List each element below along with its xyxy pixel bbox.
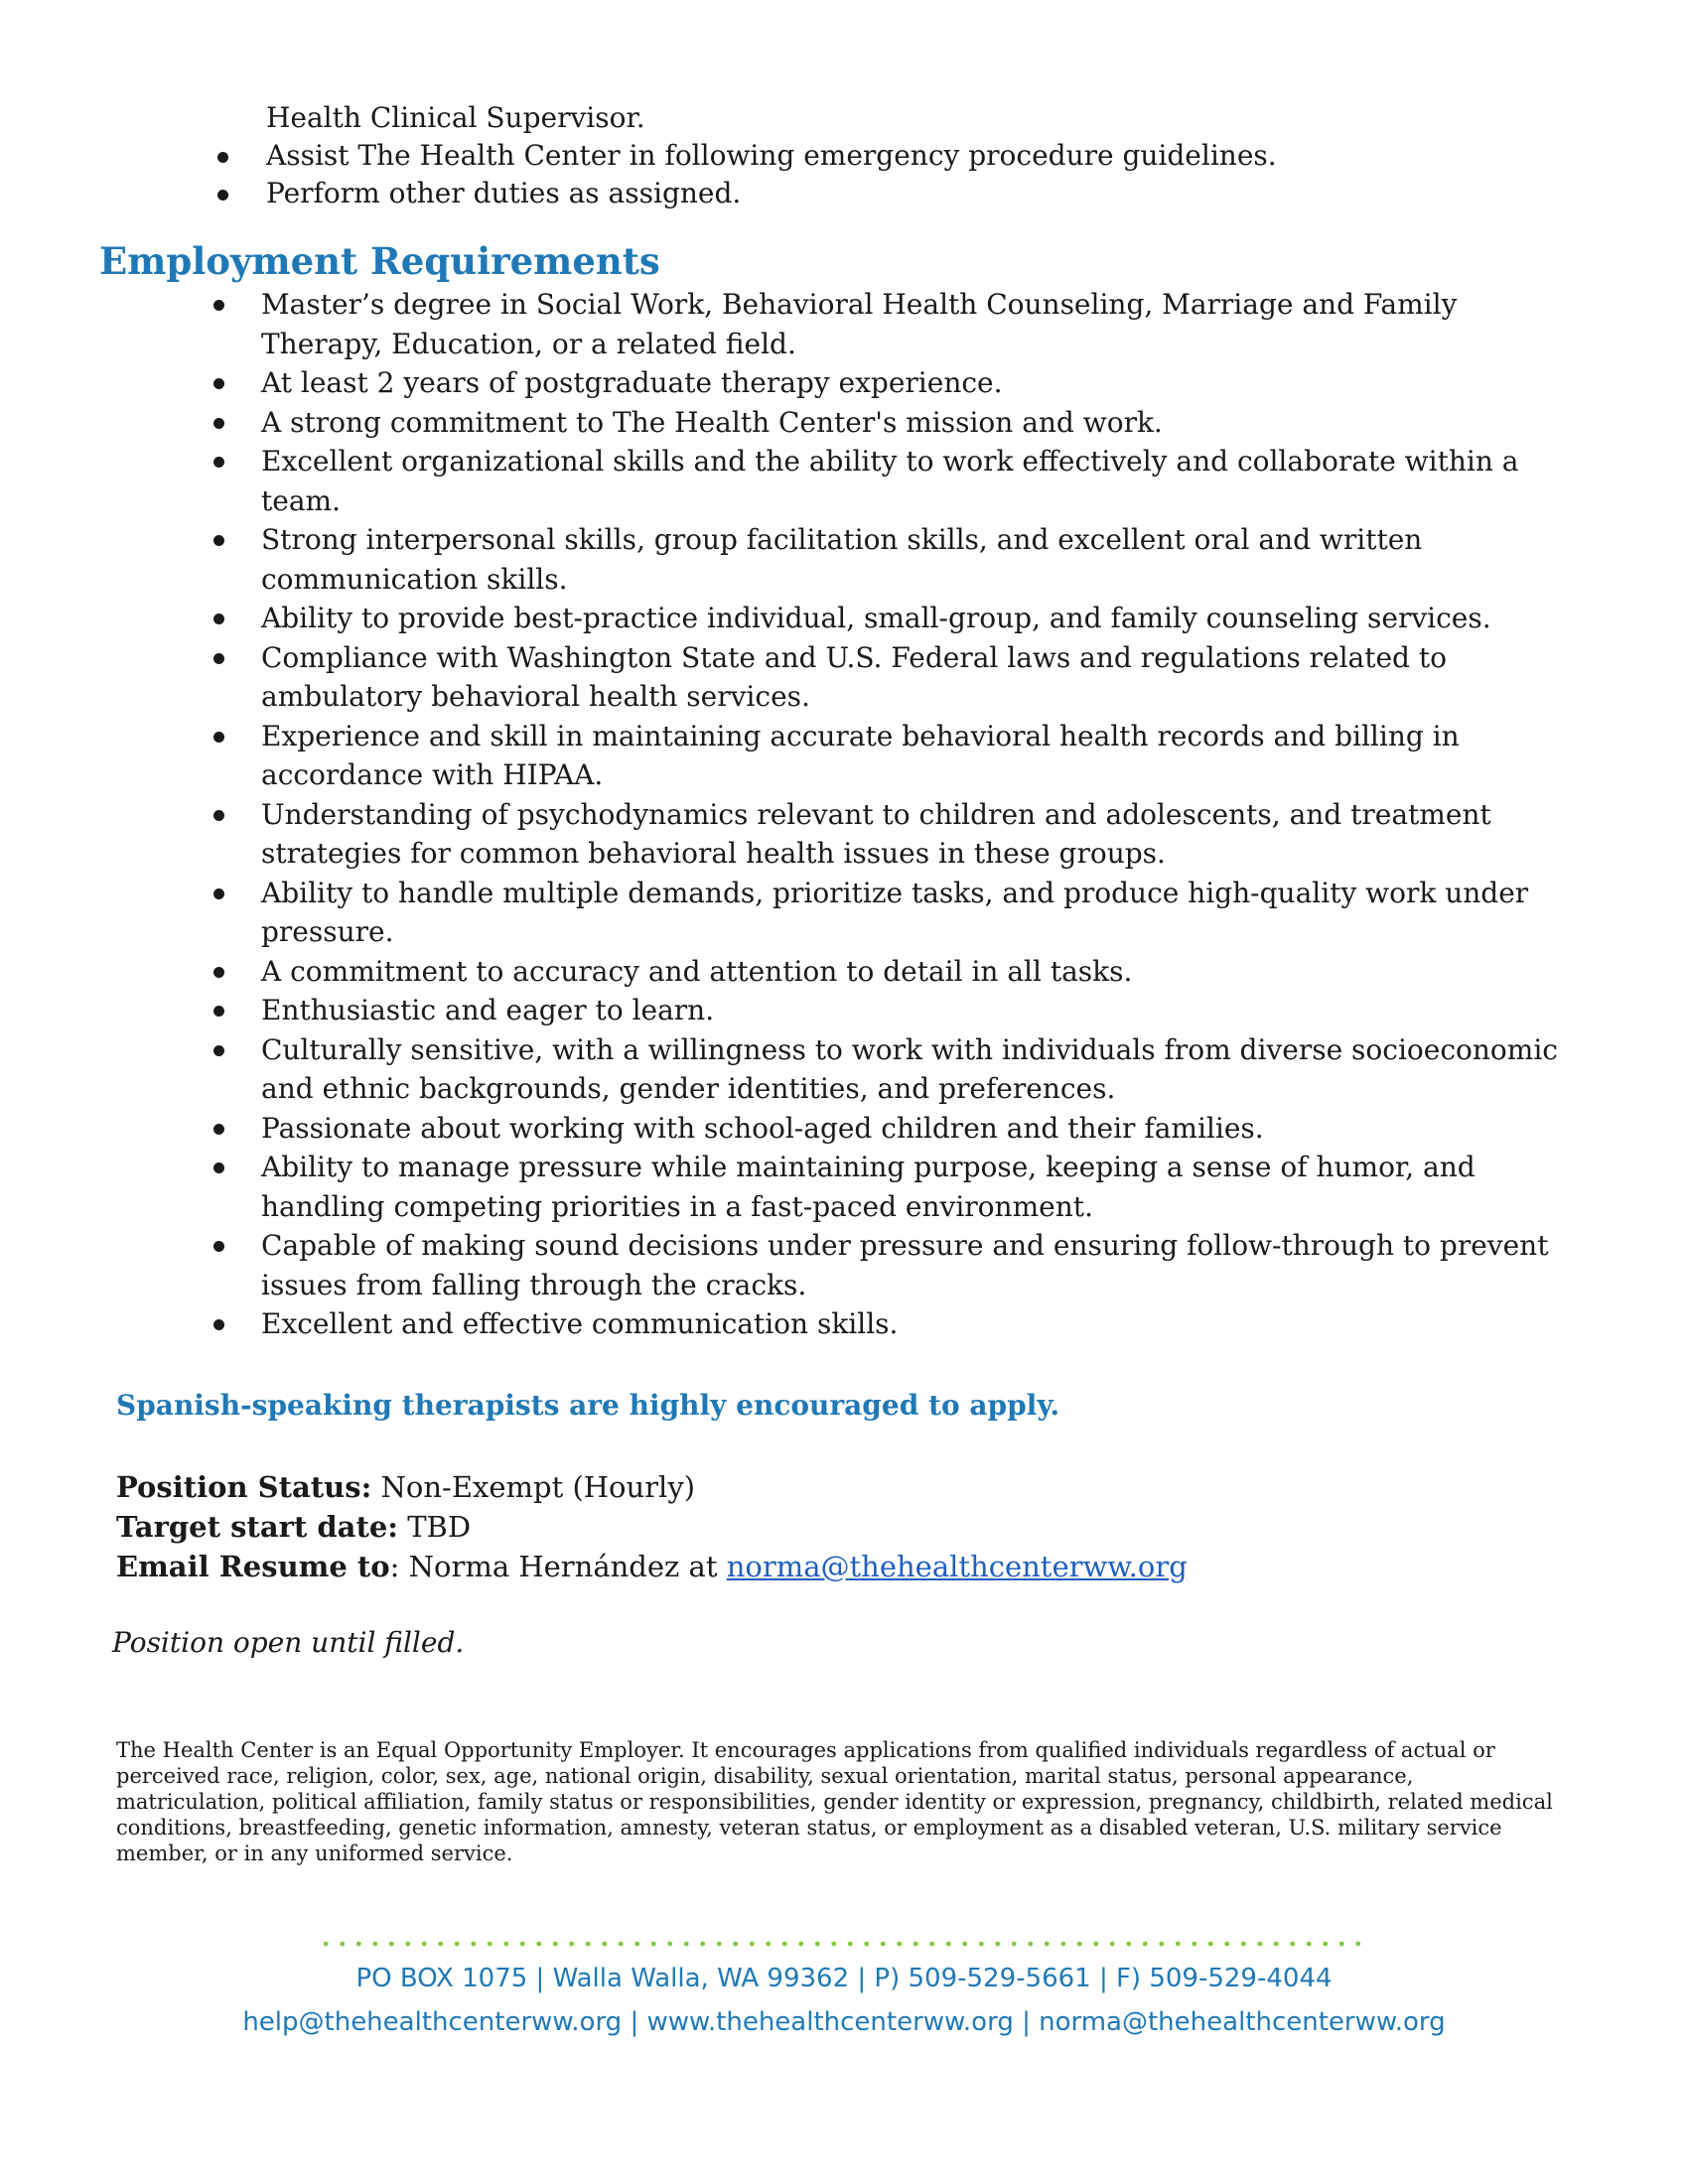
bullet-icon: [213, 614, 224, 624]
requirements-list: [261, 285, 1572, 1344]
list-item: [261, 520, 1572, 599]
list-item-text: Perform other duties as assigned.: [266, 177, 742, 209]
bullet-icon: [213, 732, 224, 743]
list-item: [261, 403, 1572, 443]
list-item: [261, 1226, 1572, 1304]
bullet-icon: [213, 457, 224, 468]
duties-list-continued: [266, 99, 1557, 212]
position-status-label: Position Status:: [116, 1470, 372, 1504]
eeo-statement: The Health Center is an Equal Opportunity Employer. It encourages applications from qualified individuals regardless of actual or perceived race, religion, color, sex, age, national origin, disability, sexual orientation, marital status, personal appearance, matriculation, political affiliation, family status or responsibilities, gender identity or expression, pregnancy, childbirth, related medical conditions, breastfeeding, genetic information, amnesty, veteran status, or employment as a disabled veteran, U.S. military service member, or in any uniformed service.: [116, 1738, 1553, 1865]
list-item-text: Ability to manage pressure while maintaining purpose, keeping a sense of humor, and handling competing priorities in a fast-paced environment.: [261, 1151, 1476, 1223]
list-item: [266, 99, 1557, 137]
position-info: [116, 1467, 1188, 1586]
list-item: [261, 952, 1572, 992]
email-resume-line: [116, 1547, 1188, 1586]
list-item: [261, 363, 1572, 403]
list-item: [261, 1148, 1572, 1226]
bullet-icon: [213, 1319, 224, 1330]
email-link[interactable]: norma@thehealthcenterww.org: [726, 1550, 1188, 1583]
bullet-icon: [213, 1241, 224, 1252]
section-heading: Employment Requirements: [99, 239, 660, 283]
bullet-icon: [213, 1162, 224, 1173]
list-item: [261, 1109, 1572, 1149]
bullet-icon: [213, 810, 224, 821]
bullet-icon: [213, 967, 224, 978]
list-item-text: Ability to handle multiple demands, prioritize tasks, and produce high-quality work under pressure.: [261, 876, 1529, 948]
bullet-icon: [213, 300, 224, 311]
bullet-icon: [213, 1045, 224, 1056]
list-item: [261, 991, 1572, 1030]
bullet-icon: [213, 418, 224, 429]
list-item-text: Compliance with Washington State and U.S. Federal laws and regulations related to ambulatory behavioral health services.: [261, 640, 1447, 713]
list-item-text: Strong interpersonal skills, group facilitation skills, and excellent oral and written communication skills.: [261, 523, 1423, 596]
list-item-text: Health Clinical Supervisor.: [266, 101, 645, 134]
email-resume-label: Email Resume to: [116, 1550, 390, 1583]
list-item-text: Excellent and effective communication skills.: [261, 1307, 899, 1340]
list-item: [261, 1304, 1572, 1344]
list-item-text: Culturally sensitive, with a willingness to work with individuals from diverse socioeconomic and ethnic backgrounds, gender identities, and preferences.: [261, 1032, 1558, 1105]
list-item-text: Assist The Health Center in following emergency procedure guidelines.: [266, 139, 1277, 172]
list-item: [261, 795, 1572, 874]
bullet-icon: [217, 152, 228, 163]
bullet-icon: [217, 190, 228, 201]
list-item-text: Ability to provide best-practice individual, small-group, and family counseling services.: [261, 602, 1491, 634]
position-status-value: Non-Exempt (Hourly): [371, 1470, 696, 1504]
start-date-line: [116, 1507, 1188, 1547]
list-item: [261, 717, 1572, 795]
list-item-text: A commitment to accuracy and attention to detail in all tasks.: [261, 954, 1133, 988]
bullet-icon: [213, 1124, 224, 1135]
list-item-text: Experience and skill in maintaining accurate behavioral health records and billing in accordance with HIPAA.: [261, 719, 1460, 791]
footer-address: PO BOX 1075 | Walla Walla, WA 99362 | P) 509-529-5661 | F) 509-529-4044: [355, 1964, 1333, 1993]
list-item: [261, 285, 1572, 363]
position-open-note: Position open until filled.: [112, 1626, 465, 1659]
spanish-encouragement-note: Spanish-speaking therapists are highly encouraged to apply.: [116, 1389, 1060, 1422]
dotted-divider: [318, 1941, 1370, 1947]
start-date-value: TBD: [398, 1510, 472, 1544]
list-item: [261, 1030, 1572, 1109]
list-item: [261, 442, 1572, 520]
position-status-line: [116, 1467, 1188, 1507]
list-item: [261, 638, 1572, 717]
bullet-icon: [213, 653, 224, 664]
bullet-icon: [213, 1006, 224, 1017]
list-item-text: Understanding of psychodynamics relevant to children and adolescents, and treatment strategies for common behavioral health issues in these groups.: [261, 797, 1491, 870]
footer-contact: help@thehealthcenterww.org | www.thehealthcenterww.org | norma@thehealthcenterww.org: [242, 2007, 1446, 2037]
bullet-icon: [213, 535, 224, 546]
list-item-text: Passionate about working with school-aged children and their families.: [261, 1111, 1264, 1145]
email-resume-text: : Norma Hernández at: [389, 1550, 727, 1583]
list-item-text: Master’s degree in Social Work, Behavioral Health Counseling, Marriage and Family Therapy, Education, or a related field.: [261, 288, 1458, 360]
list-item: [261, 599, 1572, 638]
list-item: [266, 137, 1557, 175]
list-item-text: Excellent organizational skills and the ability to work effectively and collaborate within a team.: [261, 445, 1519, 517]
bullet-icon: [213, 888, 224, 899]
list-item-text: At least 2 years of postgraduate therapy experience.: [261, 366, 1003, 399]
list-item-text: Capable of making sound decisions under pressure and ensuring follow-through to prevent issues from falling through the cracks.: [261, 1229, 1549, 1301]
list-item: [261, 874, 1572, 952]
bullet-icon: [213, 378, 224, 389]
start-date-label: Target start date:: [116, 1510, 398, 1544]
list-item: [266, 175, 1557, 212]
list-item-text: A strong commitment to The Health Center's mission and work.: [261, 405, 1163, 439]
list-item-text: Enthusiastic and eager to learn.: [261, 994, 715, 1026]
